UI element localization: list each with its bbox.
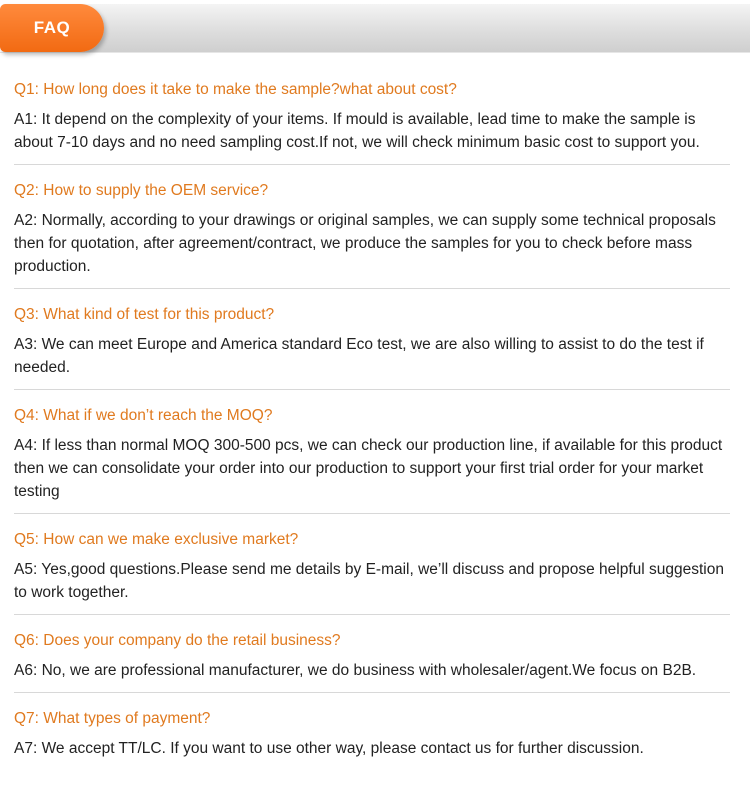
divider (14, 389, 730, 390)
divider (14, 692, 730, 693)
faq-item (14, 707, 730, 760)
faq-item (14, 78, 730, 165)
faq-question: Q2: How to supply the OEM service? (14, 182, 269, 199)
faq-item (14, 404, 730, 514)
divider (14, 288, 730, 289)
faq-answer: A1: It depend on the complexity of your items. If mould is available, lead time to make the sample is about 7-10 days and no need sampling cost.If not, we will check minimum basic cost to support you. (14, 111, 700, 151)
faq-answer: A3: We can meet Europe and America standard Eco test, we are also willing to assist to do the test if needed. (14, 336, 704, 376)
faq-answer: A2: Normally, according to your drawings or original samples, we can supply some technical proposals then for quotation, after agreement/contract, we produce the samples for you to check before mass production. (14, 212, 716, 275)
faq-question: Q5: How can we make exclusive market? (14, 531, 299, 548)
faq-question: Q7: What types of payment? (14, 710, 211, 727)
divider (14, 513, 730, 514)
faq-answer: A7: We accept TT/LC. If you want to use other way, please contact us for further discussion. (14, 740, 644, 757)
faq-item (14, 303, 730, 390)
faq-question: Q6: Does your company do the retail business? (14, 632, 341, 649)
faq-item (14, 179, 730, 289)
divider (14, 614, 730, 615)
faq-answer: A5: Yes,good questions.Please send me details by E-mail, we’ll discuss and propose helpful suggestion to work together. (14, 561, 724, 601)
faq-header-bar (0, 4, 750, 52)
faq-item (14, 629, 730, 693)
faq-question: Q3: What kind of test for this product? (14, 306, 275, 323)
faq-item (14, 528, 730, 615)
faq-question: Q1: How long does it take to make the sample?what about cost? (14, 81, 457, 98)
faq-list (14, 78, 730, 760)
faq-question: Q4: What if we don’t reach the MOQ? (14, 407, 273, 424)
faq-answer: A4: If less than normal MOQ 300-500 pcs, we can check our production line, if available for this product then we can consolidate your order into our production to support your first trial order for your market testing (14, 437, 723, 500)
divider (14, 164, 730, 165)
faq-answer: A6: No, we are professional manufacturer, we do business with wholesaler/agent.We focus on B2B. (14, 662, 697, 679)
faq-badge: FAQ (0, 4, 104, 52)
